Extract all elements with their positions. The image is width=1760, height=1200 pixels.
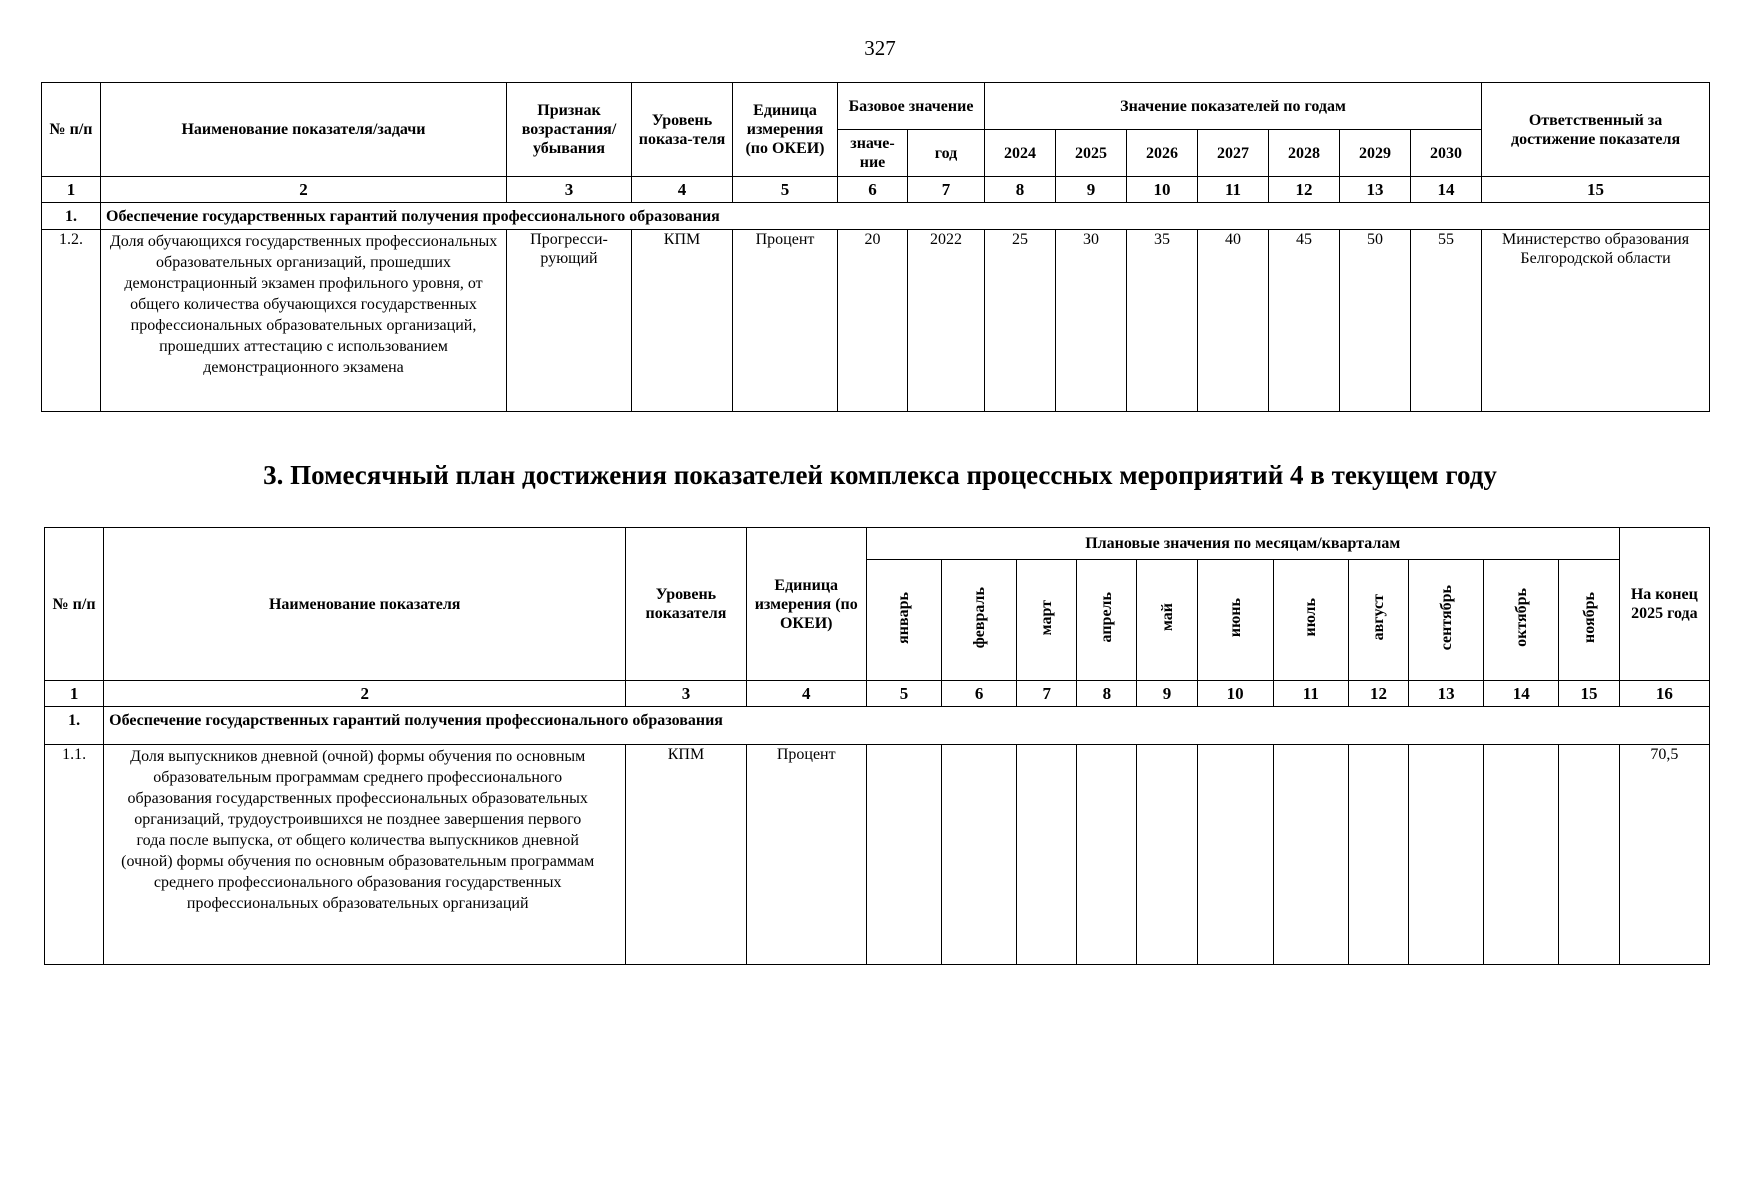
column-number: 3 [626,681,746,707]
header-year: 2024 [985,130,1056,177]
column-number: 12 [1348,681,1408,707]
row-base-value: 20 [838,230,908,412]
header-unit: Единица измерения (по ОКЕИ) [746,528,866,681]
row-value: 30 [1056,230,1127,412]
header-year: 2028 [1269,130,1340,177]
row-num: 1.2. [42,230,101,412]
column-number: 6 [942,681,1017,707]
monthly-plan-table [44,527,1710,965]
header-year: 2026 [1127,130,1198,177]
header-base-value: значе-ние [838,130,908,177]
month-cell [1197,745,1273,965]
column-number: 15 [1482,177,1710,203]
table-row [45,745,1710,965]
row-value: 40 [1198,230,1269,412]
row-level: КПМ [632,230,733,412]
month-cell [1077,745,1137,965]
row-unit: Процент [733,230,838,412]
column-number: 4 [746,681,866,707]
column-number: 5 [866,681,941,707]
row-value: 55 [1411,230,1482,412]
month-cell [1273,745,1348,965]
column-number: 13 [1340,177,1411,203]
column-number: 5 [733,177,838,203]
row-sign: Прогресси-рующий [507,230,632,412]
column-number: 3 [507,177,632,203]
header-month: август [1348,560,1408,681]
header-month: сентябрь [1409,560,1484,681]
row-value: 35 [1127,230,1198,412]
column-number: 14 [1411,177,1482,203]
column-number: 2 [104,681,626,707]
month-cell [1559,745,1619,965]
column-number: 14 [1484,681,1559,707]
row-end-value: 70,5 [1619,745,1709,965]
month-cell [1017,745,1077,965]
indicator-name: Доля выпускников дневной (очной) формы обучения по основным образовательным программам среднего профессионального образования государственных профессиональных образовательных организаций, трудоустроившихся не позднее завершения первого года после выпуска, от общего количества выпускников дневной (очной) формы обучения по основным образовательным программам среднего профессионального образования государственных профессиональных образовательных организаций [104,745,626,965]
header-month: июнь [1197,560,1273,681]
section-num: 1. [45,707,104,745]
column-number: 8 [1077,681,1137,707]
header-num: № п/п [45,528,104,681]
header-month: октябрь [1484,560,1559,681]
column-number: 9 [1137,681,1197,707]
header-year: 2025 [1056,130,1127,177]
column-number: 7 [908,177,985,203]
header-year: 2030 [1411,130,1482,177]
header-month: апрель [1077,560,1137,681]
header-responsible: Ответственный за достижение показателя [1482,83,1710,177]
column-number: 13 [1409,681,1484,707]
indicator-name: Доля обучающихся государственных профессиональных образовательных организаций, прошедших демонстрационный экзамен профильного уровня, от общего количества обучающихся государственных профессиональных образовательных организаций, прошедших аттестацию с использованием демонстрационного экзамена [101,230,507,412]
header-year: 2029 [1340,130,1411,177]
page-number: 327 [864,36,896,60]
header-by-years: Значение показателей по годам [985,83,1482,130]
row-value: 25 [985,230,1056,412]
column-number: 2 [101,177,507,203]
section-title: Обеспечение государственных гарантий получения профессионального образования [104,707,1710,745]
month-cell [1409,745,1484,965]
header-month: январь [866,560,941,681]
header-base-year: год [908,130,985,177]
header-level: Уровень показателя [626,528,746,681]
row-num: 1.1. [45,745,104,965]
header-end: На конец 2025 года [1619,528,1709,681]
row-value: 45 [1269,230,1340,412]
header-month: май [1137,560,1197,681]
column-number: 7 [1017,681,1077,707]
column-number: 11 [1198,177,1269,203]
section-title: Обеспечение государственных гарантий получения профессионального образования [101,203,1710,230]
column-number-row [42,177,1710,203]
month-cell [1348,745,1408,965]
header-month: февраль [942,560,1017,681]
row-responsible: Министерство образования Белгородской области [1482,230,1710,412]
column-number: 1 [42,177,101,203]
row-base-year: 2022 [908,230,985,412]
column-number-row [45,681,1710,707]
header-month: ноябрь [1559,560,1619,681]
row-level: КПМ [626,745,746,965]
column-number: 16 [1619,681,1709,707]
column-number: 1 [45,681,104,707]
column-number: 12 [1269,177,1340,203]
section-row [42,203,1710,230]
section-heading: 3. Помесячный план достижения показателей комплекса процессных мероприятий 4 в текущем году [263,460,1497,490]
column-number: 9 [1056,177,1127,203]
header-level: Уровень показа-теля [632,83,733,177]
column-number: 10 [1127,177,1198,203]
column-number: 10 [1197,681,1273,707]
header-year: 2027 [1198,130,1269,177]
month-cell [1137,745,1197,965]
indicators-table [41,82,1710,412]
column-number: 8 [985,177,1056,203]
month-cell [942,745,1017,965]
column-number: 4 [632,177,733,203]
month-cell [866,745,941,965]
header-num: № п/п [42,83,101,177]
header-base: Базовое значение [838,83,985,130]
header-name: Наименование показателя/задачи [101,83,507,177]
column-number: 11 [1273,681,1348,707]
column-number: 6 [838,177,908,203]
column-number: 15 [1559,681,1619,707]
table-row [42,230,1710,412]
header-unit: Единица измерения (по ОКЕИ) [733,83,838,177]
row-value: 50 [1340,230,1411,412]
header-month: июль [1273,560,1348,681]
header-sign: Признак возрастания/ убывания [507,83,632,177]
header-name: Наименование показателя [104,528,626,681]
row-unit: Процент [746,745,866,965]
section-num: 1. [42,203,101,230]
header-plan: Плановые значения по месяцам/кварталам [866,528,1619,560]
header-month: март [1017,560,1077,681]
section-row [45,707,1710,745]
month-cell [1484,745,1559,965]
